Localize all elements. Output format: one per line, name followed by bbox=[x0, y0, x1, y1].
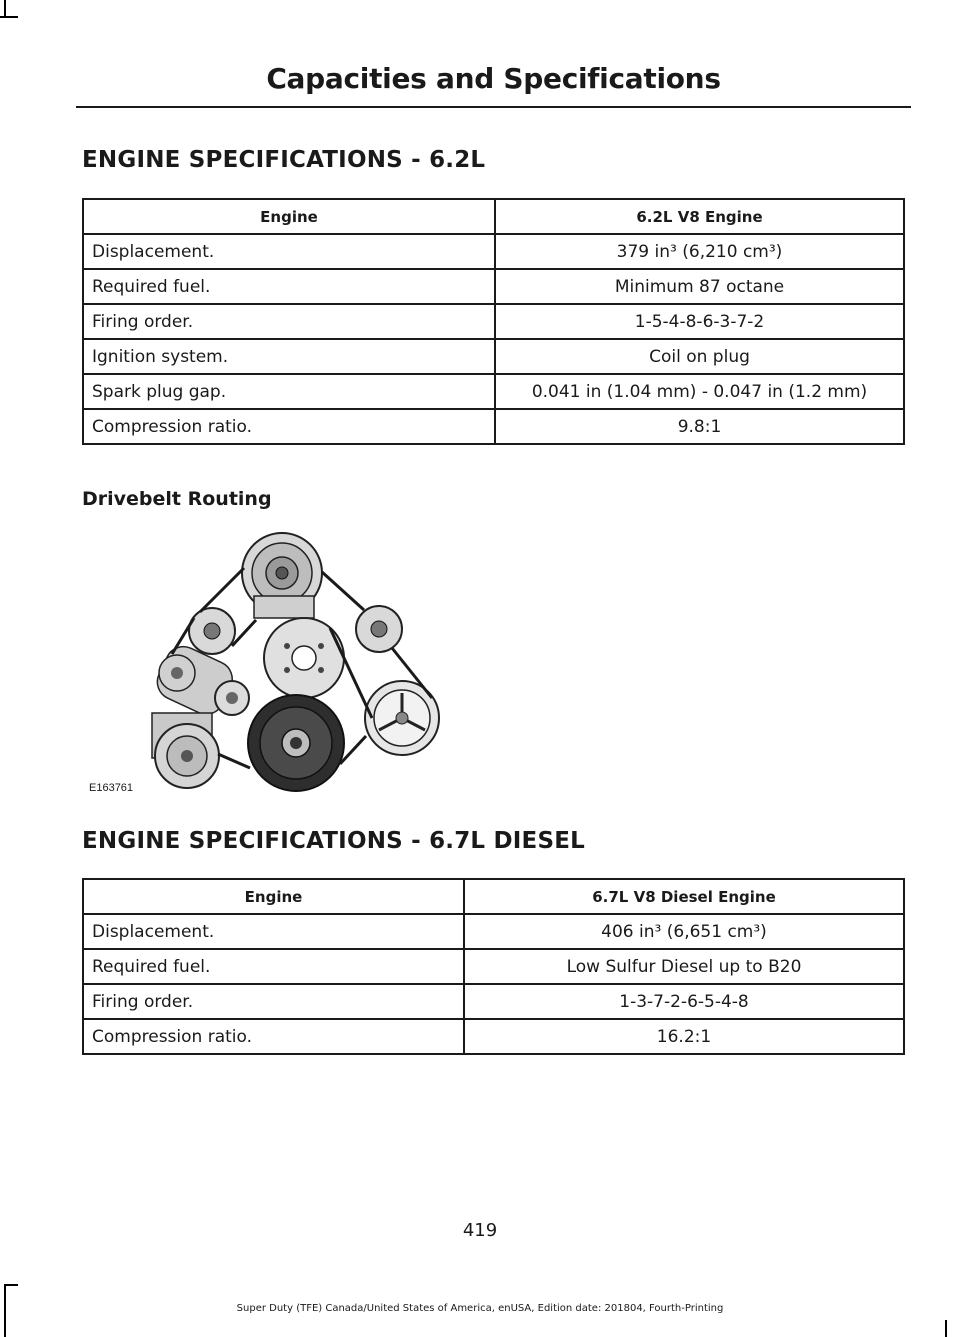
crop-mark-bottom-right-v bbox=[945, 1320, 947, 1337]
spec-table-6-7l-diesel bbox=[82, 878, 905, 1055]
table-row bbox=[83, 339, 904, 374]
row-value: Low Sulfur Diesel up to B20 bbox=[464, 949, 904, 984]
page-header: Capacities and Specifications bbox=[266, 62, 721, 95]
row-value: 1-5-4-8-6-3-7-2 bbox=[495, 304, 904, 339]
column-header: 6.7L V8 Diesel Engine bbox=[464, 879, 904, 914]
spec-table-6-2l bbox=[82, 198, 905, 445]
row-label: Ignition system. bbox=[83, 339, 495, 374]
column-header: Engine bbox=[83, 879, 464, 914]
crop-mark-bottom-left-h bbox=[4, 1284, 18, 1286]
row-label: Displacement. bbox=[83, 234, 495, 269]
row-label: Firing order. bbox=[83, 984, 464, 1019]
column-header: 6.2L V8 Engine bbox=[495, 199, 904, 234]
drivebelt-routing-figure bbox=[82, 528, 482, 800]
drivebelt-routing-title: Drivebelt Routing bbox=[82, 488, 272, 510]
table-row bbox=[83, 234, 904, 269]
row-value: 406 in³ (6,651 cm³) bbox=[464, 914, 904, 949]
row-value: 9.8:1 bbox=[495, 409, 904, 444]
table-row bbox=[83, 409, 904, 444]
table-row bbox=[83, 374, 904, 409]
page-number: 419 bbox=[462, 1220, 498, 1241]
row-value: Minimum 87 octane bbox=[495, 269, 904, 304]
table-row bbox=[83, 269, 904, 304]
table-header-row bbox=[83, 199, 904, 234]
row-label: Spark plug gap. bbox=[83, 374, 495, 409]
row-label: Required fuel. bbox=[83, 949, 464, 984]
row-label: Firing order. bbox=[83, 304, 495, 339]
footer-edition-info: Super Duty (TFE) Canada/United States of America, enUSA, Edition date: 201804, Fourth-Printing bbox=[236, 1303, 724, 1314]
section-title-6-7l-diesel: ENGINE SPECIFICATIONS - 6.7L DIESEL bbox=[82, 828, 585, 854]
header-rule bbox=[76, 106, 911, 108]
row-value: 0.041 in (1.04 mm) - 0.047 in (1.2 mm) bbox=[495, 374, 904, 409]
figure-id-label: E163761 bbox=[89, 782, 134, 794]
section-title-6-2l: ENGINE SPECIFICATIONS - 6.2L bbox=[82, 147, 486, 173]
row-value: 1-3-7-2-6-5-4-8 bbox=[464, 984, 904, 1019]
ac-compressor bbox=[152, 713, 219, 788]
table-row bbox=[83, 984, 904, 1019]
crop-mark-top-left-h bbox=[0, 16, 18, 18]
row-value: 379 in³ (6,210 cm³) bbox=[495, 234, 904, 269]
table-header-row bbox=[83, 879, 904, 914]
row-label: Displacement. bbox=[83, 914, 464, 949]
drivebelt-diagram bbox=[82, 528, 482, 800]
table-row bbox=[83, 304, 904, 339]
alternator-pulley bbox=[242, 533, 322, 618]
table-row bbox=[83, 1019, 904, 1054]
row-label: Required fuel. bbox=[83, 269, 495, 304]
table-row bbox=[83, 949, 904, 984]
row-value: Coil on plug bbox=[495, 339, 904, 374]
left-idler-pulley bbox=[189, 608, 235, 654]
belt-tensioner bbox=[151, 641, 249, 720]
table-row bbox=[83, 914, 904, 949]
row-label: Compression ratio. bbox=[83, 409, 495, 444]
right-idler-pulley bbox=[356, 606, 402, 652]
row-value: 16.2:1 bbox=[464, 1019, 904, 1054]
column-header: Engine bbox=[83, 199, 495, 234]
row-label: Compression ratio. bbox=[83, 1019, 464, 1054]
crankshaft-damper bbox=[248, 695, 344, 791]
